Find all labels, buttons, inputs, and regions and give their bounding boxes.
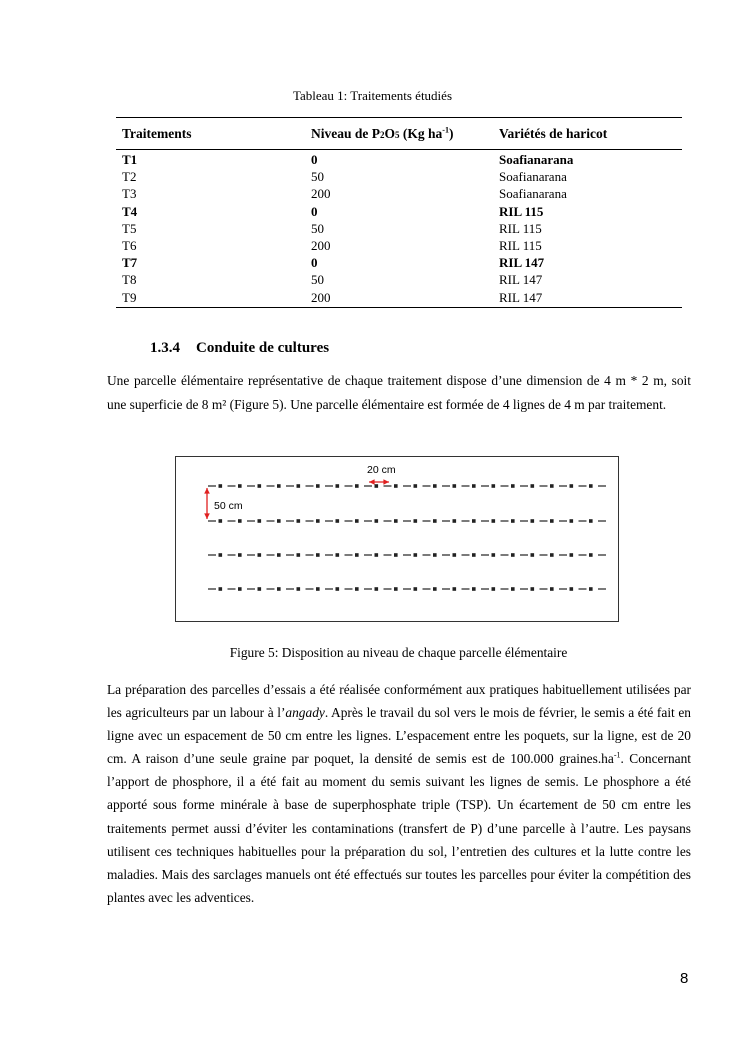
seed-pocket	[589, 553, 593, 557]
table-row: T3 200 Soafianarana	[122, 186, 567, 202]
seed-pocket	[589, 587, 593, 591]
seed-pocket	[316, 484, 320, 488]
seed-pocket	[570, 587, 574, 591]
table-row: T8 50 RIL 147	[122, 272, 543, 288]
seed-pocket	[492, 553, 496, 557]
seed-pocket	[375, 587, 379, 591]
table-row: T1 0 Soafianarana	[122, 152, 574, 167]
seed-pocket	[297, 587, 301, 591]
row-spacing-arrow	[204, 488, 210, 519]
section-number: 1.3.4	[150, 340, 180, 356]
seed-pocket	[511, 587, 515, 591]
seed-pocket	[258, 484, 262, 488]
seed-pocket	[472, 587, 476, 591]
table-row: T5 50 RIL 115	[122, 220, 542, 236]
seed-pocket	[336, 587, 340, 591]
seed-pocket	[453, 519, 457, 523]
seed-pocket	[453, 553, 457, 557]
table-row: T4 0 RIL 115	[122, 203, 544, 219]
seed-row	[208, 553, 606, 557]
seed-pocket	[258, 553, 262, 557]
seed-pocket	[258, 519, 262, 523]
seed-pocket	[219, 484, 223, 488]
table-header-row	[116, 118, 682, 150]
seed-pocket	[336, 519, 340, 523]
seed-pocket	[511, 484, 515, 488]
seed-pocket	[550, 553, 554, 557]
header-p2o5-level: Niveau de P2O5 (Kg $ha^{-1}$)	[305, 118, 493, 150]
seed-pocket	[375, 553, 379, 557]
seed-pocket	[492, 519, 496, 523]
figure-caption: Figure 5: Disposition au niveau de chaque parcelle élémentaire	[229, 645, 568, 660]
seed-pocket	[414, 484, 418, 488]
seed-pocket	[531, 484, 535, 488]
seed-pocket	[277, 553, 281, 557]
treatments-table	[116, 117, 682, 308]
table-row: T7 0 RIL 147	[122, 255, 545, 271]
seed-pocket	[531, 553, 535, 557]
section-heading	[150, 340, 329, 357]
seed-pocket	[375, 519, 379, 523]
seed-rows	[208, 484, 606, 591]
seed-pocket	[297, 553, 301, 557]
table-caption: Tableau 1: Traitements étudiés	[292, 88, 453, 103]
seed-pocket	[550, 587, 554, 591]
seed-pocket	[219, 587, 223, 591]
seed-pocket	[433, 519, 437, 523]
seed-pocket	[238, 553, 242, 557]
seed-pocket	[277, 519, 281, 523]
seed-pocket	[238, 484, 242, 488]
seed-pocket	[433, 587, 437, 591]
seed-pocket	[433, 553, 437, 557]
seed-pocket	[336, 553, 340, 557]
row-spacing-label: 50 cm	[214, 500, 243, 512]
seed-pocket	[316, 553, 320, 557]
seed-pocket	[238, 519, 242, 523]
seed-pocket	[531, 519, 535, 523]
seed-pocket	[414, 553, 418, 557]
seed-row	[208, 587, 606, 591]
seed-pocket	[394, 553, 398, 557]
seed-pocket	[511, 519, 515, 523]
seed-pocket	[414, 519, 418, 523]
seed-pocket	[316, 519, 320, 523]
header-treatments: Traitements	[116, 118, 305, 150]
seed-pocket	[277, 587, 281, 591]
table-row: T9 200 RIL 147	[116, 289, 682, 308]
seed-pocket	[570, 553, 574, 557]
seed-row	[208, 484, 606, 488]
seed-pocket	[394, 484, 398, 488]
seed-pocket	[414, 587, 418, 591]
seed-pocket	[531, 587, 535, 591]
seed-pocket	[492, 484, 496, 488]
seed-pocket	[238, 587, 242, 591]
seed-pocket	[433, 484, 437, 488]
seed-pocket	[570, 484, 574, 488]
seed-pocket	[355, 484, 359, 488]
italic-term: angady	[285, 705, 325, 721]
header-varieties: Variétés de haricot	[493, 118, 682, 150]
seed-pocket	[297, 484, 301, 488]
figure-plot-layout	[175, 456, 619, 622]
seed-pocket	[355, 519, 359, 523]
seed-pocket	[550, 484, 554, 488]
seed-pocket	[589, 519, 593, 523]
seed-pocket	[589, 484, 593, 488]
seed-pocket	[570, 519, 574, 523]
seed-pocket	[472, 519, 476, 523]
seed-spacing-arrow	[369, 479, 389, 485]
seed-pocket	[472, 484, 476, 488]
seed-pocket	[394, 519, 398, 523]
plot-layout-diagram	[176, 457, 617, 620]
paragraph-plot-dimensions: Une parcelle élémentaire représentative de chaque traitement dispose d’une dimension de 4 m * 2 m, soit une superficie de 8 m² (Figure 5). Une parcelle élémentaire est formée de 4 lignes de 4 m par traitement.	[107, 373, 691, 412]
page-number: 8	[680, 970, 689, 987]
seed-pocket	[472, 553, 476, 557]
seed-pocket	[355, 587, 359, 591]
seed-pocket	[297, 519, 301, 523]
seed-spacing-label: 20 cm	[367, 464, 396, 476]
seed-pocket	[550, 519, 554, 523]
seed-pocket	[316, 587, 320, 591]
table-row: T6 200 RIL 115	[122, 238, 542, 254]
seed-pocket	[453, 484, 457, 488]
seed-pocket	[453, 587, 457, 591]
seed-pocket	[277, 484, 281, 488]
seed-pocket	[258, 587, 262, 591]
seed-pocket	[336, 484, 340, 488]
seed-pocket	[375, 484, 379, 488]
seed-pocket	[219, 553, 223, 557]
paragraph-crop-management: La préparation des parcelles d’essais a été réalisée conformément aux pratiques habituellement utilisées par les agriculteurs par un labour à l’angady. Après le travail du sol vers le mois de février, le semis a été fait en ligne avec un espacement de 50 cm entre les lignes. L’espacement entre les poquets, sur la ligne, est de 20 cm. A raison d’une seule graine par poquet, la densité de semis est de 100.000 $graines.ha^{-1}$. Concernant l’apport de phosphore, il a été fait au moment du semis suivant les lignes de semis. Le phosphore a été apporté sous forme minérale à base de superphosphate triple (TSP). Un écartement de 50 cm entre les traitements permet aussi d’éviter les contaminations (transfert de P) d’une parcelle à l’autre. Les paysans utilisent ces techniques habituelles pour la préparation du sol, l’entretien des cultures et la lutte contre les maladies. Mais des sarclages manuels ont été effectués sur toutes les parcelles pour éviter la compétition des plantes avec les adventices.	[107, 682, 691, 905]
seed-pocket	[511, 553, 515, 557]
table-row: T2 50 Soafianarana	[122, 169, 567, 185]
seed-row	[208, 519, 606, 523]
section-title: Conduite de cultures	[196, 340, 330, 356]
seed-pocket	[394, 587, 398, 591]
seed-pocket	[355, 553, 359, 557]
seed-pocket	[492, 587, 496, 591]
seed-pocket	[219, 519, 223, 523]
